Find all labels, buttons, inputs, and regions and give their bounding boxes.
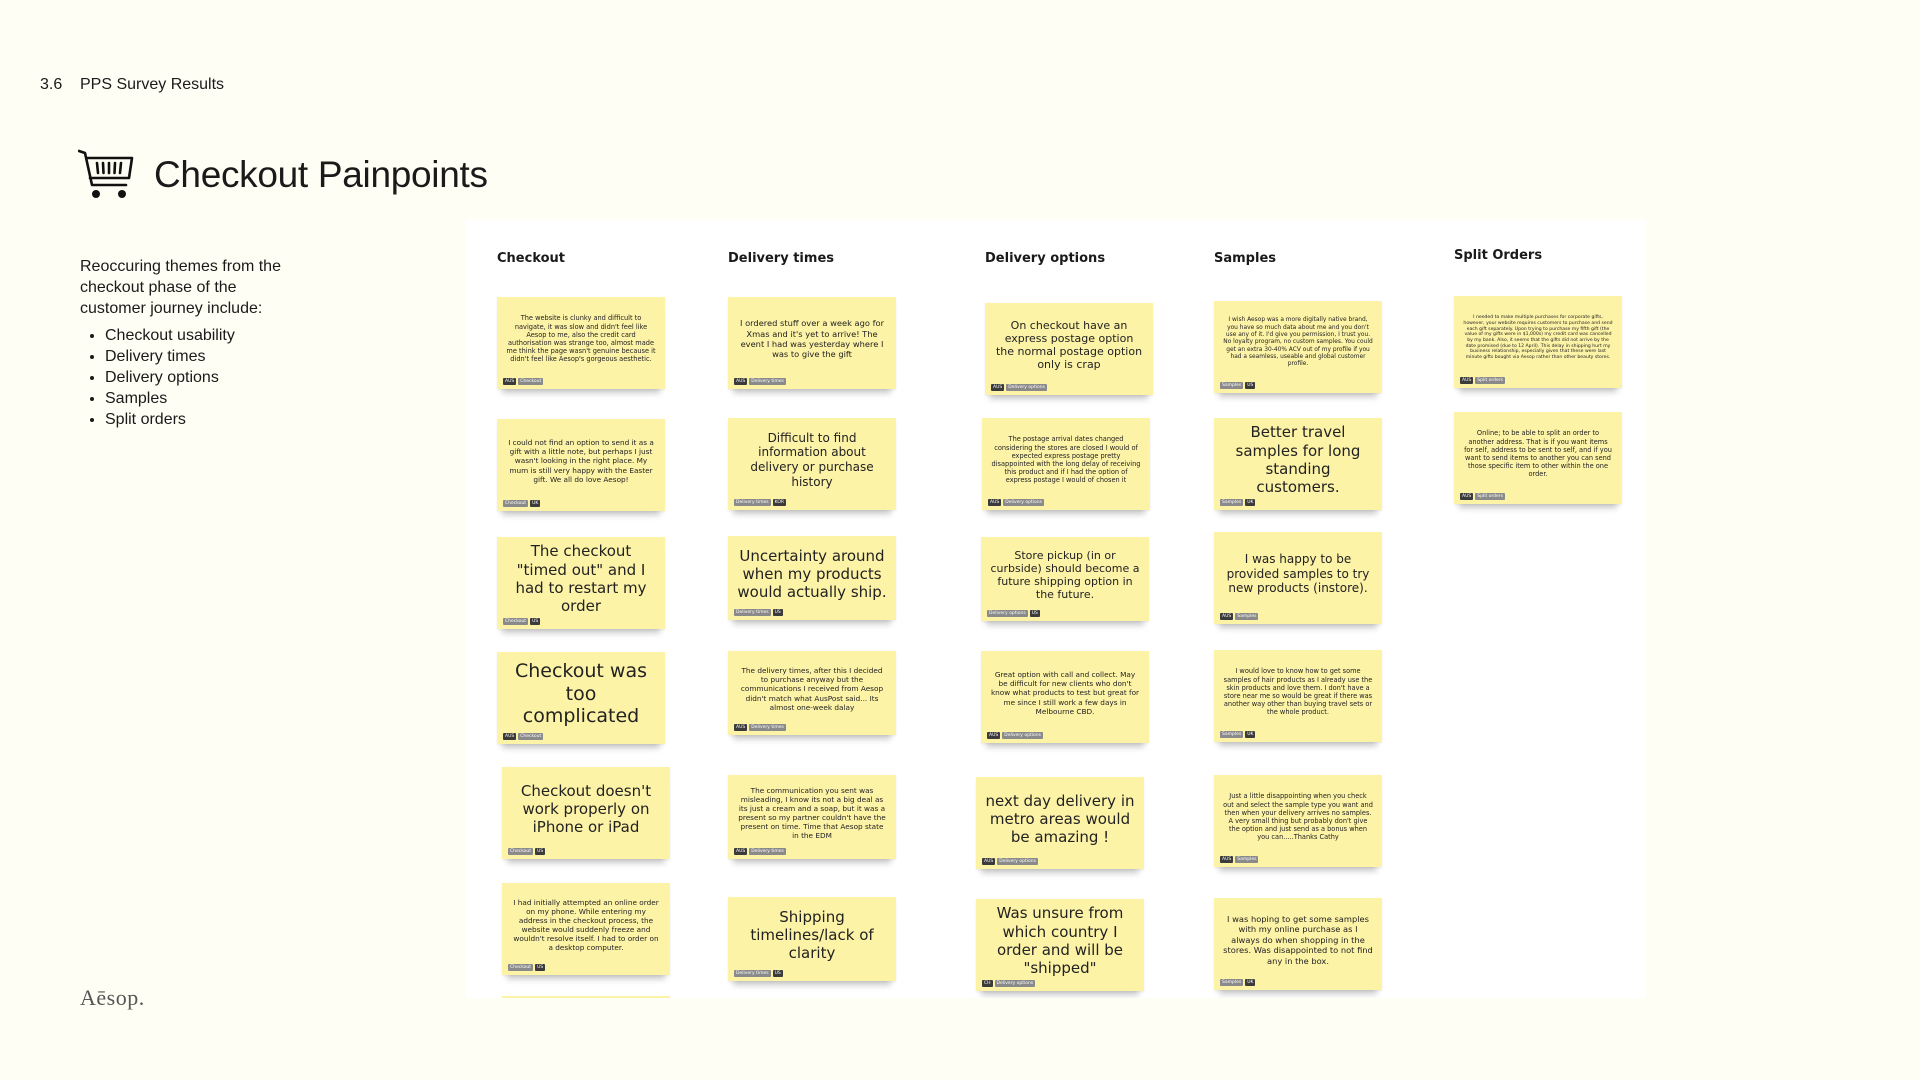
theme-tag: Samples (1222, 980, 1242, 985)
aesop-logo: Aēsop. (80, 985, 145, 1010)
sticky-note-samples[interactable] (1214, 301, 1382, 393)
note-tags (503, 618, 540, 625)
note-text: I could not find an option to send it as a gift with a little note, but perhaps I just wasn't looking in the right place. My mum is still very happy with the Easter gift. We all do love Aesop! (508, 438, 654, 484)
theme-tag: Delivery times (736, 500, 769, 505)
note-tags (1220, 856, 1258, 863)
note-text: I ordered stuff over a week ago for Xmas and it's yet to arrive! The event I had was yesterday where I was to give the gift (740, 318, 884, 360)
note-text: I was happy to be provided samples to try new products (instore). (1226, 552, 1370, 596)
location-tag: AUS (993, 385, 1003, 390)
note-tags (503, 378, 543, 385)
location-tag: US (532, 619, 539, 624)
intro-paragraph: Reoccuring themes from the checkout phase of the customer journey include: (80, 258, 281, 317)
theme-tag: Checkout (505, 501, 527, 506)
note-tags (1220, 382, 1255, 389)
theme-tag: Checkout (520, 379, 542, 384)
location-tag: AUS (1222, 614, 1232, 619)
location-tag: AUS (990, 500, 1000, 505)
note-tags (503, 500, 540, 507)
note-text: Store pickup (in or curbside) should become a future shipping option in the future. (990, 548, 1140, 602)
theme-tag: Checkout (520, 734, 542, 739)
note-text: The delivery times, after this I decided to purchase anyway but the communications I received from Aesop didn't match what AusPost said... Its almost one-week dalay (740, 666, 884, 712)
location-tag: UK (1247, 732, 1254, 737)
sticky-note-checkout[interactable] (502, 767, 670, 859)
note-text: I wish Aesop was a more digitally native brand, you have so much data about me and you don't use any of it. I'd give you permission, I trust you. No loyalty program, no custom samples. You could get an extra 30-40% ACV out of my profile if you had a seamless, useable and global customer profile. (1223, 317, 1373, 368)
note-tags (508, 964, 545, 971)
theme-list (80, 325, 305, 430)
note-tags (982, 858, 1038, 865)
theme-tag: Samples (1222, 383, 1242, 388)
note-text: Difficult to find information about delivery or purchase history (750, 430, 874, 489)
sticky-note-samples[interactable] (1214, 532, 1382, 624)
sticky-note-samples[interactable] (1214, 898, 1382, 990)
location-tag: UK (1247, 980, 1254, 985)
location-tag: US (774, 610, 781, 615)
sticky-note-checkout[interactable] (502, 883, 670, 975)
sticky-note-delivery-options[interactable] (985, 303, 1153, 395)
theme-tag: Split orders (1477, 494, 1503, 499)
note-text: Shipping timelines/lack of clarity (750, 907, 874, 963)
location-tag: AUS (1462, 494, 1472, 499)
location-tag: AUS (989, 733, 999, 738)
note-tags (1220, 499, 1255, 506)
note-text: I had initially attempted an online order on my phone. While entering my address in the checkout process, the website would suddenly freeze and wouldn't resolve itself. I had to order on a desktop computer. (513, 897, 659, 953)
column-header-split-orders: Split Orders (1454, 248, 1543, 263)
theme-tag: Samples (1237, 857, 1257, 862)
location-tag: UK (532, 501, 539, 506)
note-text: I was hoping to get some samples with my online purchase as I always do when shopping in the stores. Was disappointed to not find any in the box. (1223, 914, 1373, 966)
theme-item: • Checkout usability (105, 325, 305, 346)
theme-item: • Split orders (105, 409, 305, 430)
location-tag: AUS (505, 734, 515, 739)
sticky-note-checkout[interactable] (497, 419, 665, 511)
sticky-note-delivery-times[interactable] (728, 536, 896, 620)
theme-tag: Delivery times (751, 849, 784, 854)
column-header-checkout: Checkout (497, 251, 566, 266)
note-tags (987, 610, 1040, 617)
sticky-note-samples[interactable] (1214, 775, 1382, 867)
column-header-delivery-times: Delivery times (728, 251, 834, 266)
note-tags (734, 848, 786, 855)
note-text: Just a little disappointing when you check out and select the sample type you want and then when your delivery arrives no samples. A very small thing but probably don't give the option and just send as a bonus when you can.....Thanks Cathy (1223, 792, 1373, 842)
note-tags (734, 970, 783, 977)
theme-tag: Checkout (505, 619, 527, 624)
theme-tag: Delivery times (736, 971, 769, 976)
column-header-delivery-options: Delivery options (985, 251, 1106, 266)
note-tags (1220, 731, 1255, 738)
sticky-note-checkout[interactable] (497, 537, 665, 629)
theme-tag: Delivery options (1005, 500, 1042, 505)
note-text: next day delivery in metro areas would be amazing ! (985, 791, 1135, 847)
sticky-note-delivery-options[interactable] (976, 777, 1144, 869)
theme-tag: Delivery options (989, 611, 1026, 616)
sticky-note-delivery-options[interactable] (982, 418, 1150, 510)
note-tags (734, 378, 786, 385)
location-tag: AUS (736, 725, 746, 730)
note-tags (734, 724, 786, 731)
note-tags (1460, 377, 1505, 384)
location-tag: AUS (736, 379, 746, 384)
note-text: The website is clunky and difficult to navigate, it was slow and didn't feel like Aesop to me, also the credit card authorisation was strange too, almost made me think the page wasn't genuine because it didn't feel like Aesop's gorgeous aesthetic. (506, 314, 656, 364)
theme-tag: Checkout (510, 965, 532, 970)
location-tag: AUS (736, 849, 746, 854)
shopping-cart-icon (78, 147, 134, 203)
theme-tag: Delivery times (736, 610, 769, 615)
page-header (78, 147, 488, 203)
sticky-note-checkout[interactable] (497, 297, 665, 389)
note-tags (503, 733, 543, 740)
column-header-samples: Samples (1214, 251, 1276, 266)
location-tag: UK (1247, 500, 1254, 505)
sticky-note-delivery-times[interactable] (728, 418, 896, 510)
theme-tag: Samples (1237, 614, 1257, 619)
note-text: The postage arrival dates changed considering the stores are closed I would of expected express postage pretty disappointed with the long delay of receiving this product and if I had the option of express postage I would of chosen it (991, 435, 1141, 485)
theme-tag: Samples (1222, 732, 1242, 737)
note-tags (988, 499, 1044, 506)
sticky-note-samples[interactable] (1214, 650, 1382, 742)
location-tag: US (1247, 383, 1254, 388)
note-tags (508, 848, 545, 855)
theme-tag: Delivery options (1004, 733, 1041, 738)
sticky-note-delivery-times[interactable] (728, 297, 896, 389)
note-text: The checkout "timed out" and I had to restart my order (515, 542, 647, 616)
theme-tag: Delivery options (1008, 385, 1045, 390)
note-tags (1220, 613, 1258, 620)
sticky-note-split-orders[interactable] (1454, 296, 1622, 388)
location-tag: AUS (1462, 378, 1472, 383)
theme-tag: Delivery times (751, 725, 784, 730)
note-tags (991, 384, 1047, 391)
sticky-note-samples[interactable] (1214, 418, 1382, 510)
location-tag: AUS (1222, 857, 1232, 862)
sticky-note-delivery-options[interactable] (981, 537, 1149, 621)
theme-tag: Samples (1222, 500, 1242, 505)
section-number: 3.6 (40, 76, 63, 93)
note-tags (982, 980, 1035, 987)
sticky-note-checkout[interactable] (502, 996, 670, 998)
section-title: PPS Survey Results (80, 76, 225, 93)
theme-item: • Delivery times (105, 346, 305, 367)
location-tag: CH (984, 981, 991, 986)
location-tag: US (537, 849, 544, 854)
theme-item: • Samples (105, 388, 305, 409)
location-tag: KOR (774, 500, 784, 505)
sticky-note-delivery-times[interactable] (728, 775, 896, 859)
sticky-note-delivery-options[interactable] (981, 651, 1149, 743)
intro-text (80, 256, 305, 430)
sticky-note-delivery-times[interactable] (728, 897, 896, 981)
sticky-note-delivery-times[interactable] (728, 651, 896, 735)
sticky-note-delivery-options[interactable] (976, 899, 1144, 991)
note-text: On checkout have an express postage option the normal postage option only is crap (995, 318, 1143, 372)
theme-item: • Delivery options (105, 367, 305, 388)
theme-tag: Delivery times (751, 379, 784, 384)
location-tag: AUS (505, 379, 515, 384)
note-tags (1460, 493, 1505, 500)
theme-tag: Delivery options (996, 981, 1034, 986)
note-text: I needed to make multiple purchases for corporate gifts, however, your website requires customers to purchase and send each gift separately. Upon trying to purchase my fifth gift (the value of my gifts were in $1,000s) my credit card was cancelled by my bank. Also, it seems that the gifts did not arrive by the date promised (due to 12 April). This delay in shipping hurt my business relationship, especially given that these were last minute gifts bought via Aesop rather than other beauty stores. (1463, 315, 1613, 361)
note-tags (734, 499, 786, 506)
note-text: Online; to be able to split an order to another address. That is if you want items for self, address to be sent to self, and if you want to send items to another you can send those specific item to other within the one order. (1464, 429, 1612, 479)
location-tag: US (774, 971, 781, 976)
theme-tag: Delivery options (999, 859, 1036, 864)
note-text: Checkout was too complicated (514, 659, 647, 728)
note-text: Was unsure from which country I order and will be "shipped" (996, 904, 1124, 978)
note-tags (734, 609, 783, 616)
location-tag: US (537, 965, 544, 970)
note-text: The communication you sent was misleading, I know its not a big deal as its just a cream and a soap, but it was a present so my partner couldn't have the present on time. Time that Aesop state in the EDM (738, 785, 886, 841)
page-title: Checkout Painpoints (154, 154, 488, 195)
note-text: I would love to know how to get some samples of hair products as I already use the skin products and love them. I don't have a store near me so would be great if there was another way other than buying travel sets or the whole product. (1223, 667, 1373, 717)
location-tag: US (1031, 611, 1038, 616)
note-text: Checkout doesn't work properly on iPhone or iPad (520, 781, 652, 837)
note-text: Great option with call and collect. May be difficult for new clients who don't know what products to test but great for me since I still work a few days in Melbourne CBD. (990, 670, 1140, 716)
note-tags (1220, 979, 1255, 986)
note-text: Better travel samples for long standing customers. (1235, 423, 1361, 497)
section-label (40, 76, 224, 94)
location-tag: AUS (984, 859, 994, 864)
theme-tag: Split orders (1477, 378, 1503, 383)
sticky-note-checkout[interactable] (497, 652, 665, 744)
theme-tag: Checkout (510, 849, 532, 854)
note-text: Uncertainty around when my products would actually ship. (737, 546, 887, 602)
sticky-note-split-orders[interactable] (1454, 412, 1622, 504)
note-tags (987, 732, 1043, 739)
sticky-note-board (466, 220, 1646, 998)
